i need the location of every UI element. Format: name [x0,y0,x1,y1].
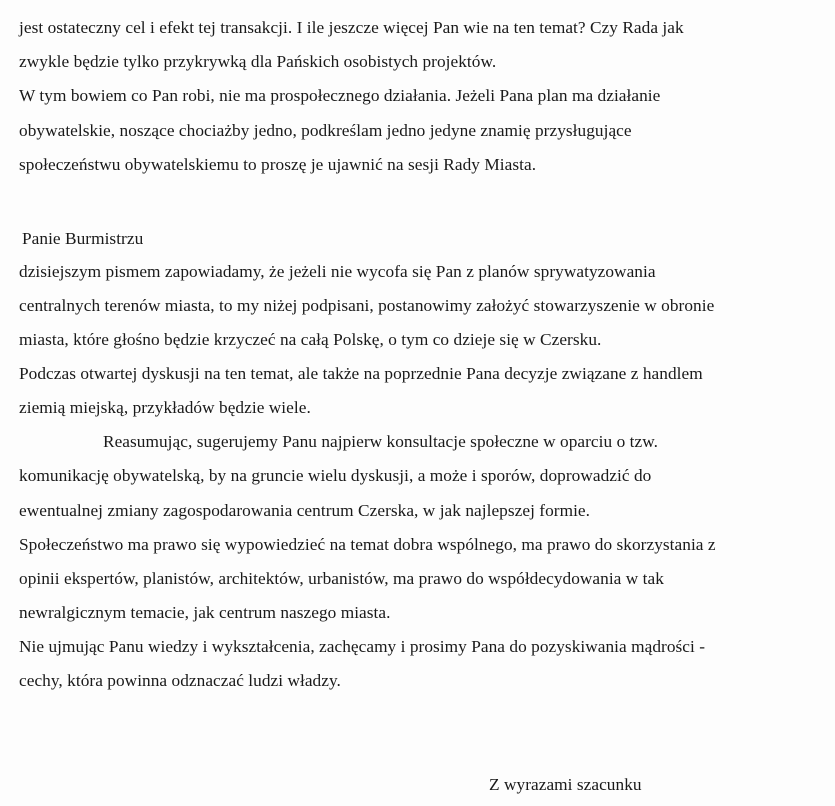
paragraph-5-line-2: komunikację obywatelską, by na gruncie wielu dyskusji, a może i sporów, doprowadzić do [19,466,652,485]
paragraph-2-line-3: społeczeństwu obywatelskiemu to proszę je ujawnić na sesji Rady Miasta. [19,155,537,174]
paragraph-4-line-1: Podczas otwartej dyskusji na ten temat, ale także na poprzednie Pana decyzje związane z handlem [19,364,703,383]
paragraph-3-line-2: centralnych terenów miasta, to my niżej podpisani, postanowimy założyć stowarzyszenie w obronie [19,296,715,315]
paragraph-1-line-2: zwykle będzie tylko przykrywką dla Pańskich osobistych projektów. [19,52,497,71]
paragraph-3-line-3: miasta, które głośno będzie krzyczeć na całą Polskę, o tym co dzieje się w Czersku. [19,330,602,349]
greeting-line: Panie Burmistrzu [22,229,144,248]
paragraph-6-line-3: newralgicznym temacie, jak centrum naszego miasta. [19,603,391,622]
paragraph-3-line-1: dzisiejszym pismem zapowiadamy, że jeżeli nie wycofa się Pan z planów sprywatyzowania [19,262,656,281]
closing-line: Z wyrazami szacunku [489,775,642,794]
paragraph-6-line-2: opinii ekspertów, planistów, architektów, urbanistów, ma prawo do współdecydowania w tak [19,569,664,588]
paragraph-7-line-2: cechy, która powinna odznaczać ludzi władzy. [19,671,341,690]
paragraph-2-line-1: W tym bowiem co Pan robi, nie ma prospołecznego działania. Jeżeli Pana plan ma działanie [19,86,661,105]
paragraph-6-line-1: Społeczeństwo ma prawo się wypowiedzieć na temat dobra wspólnego, ma prawo do skorzystania z [19,535,716,554]
paragraph-1-line-1: jest ostateczny cel i efekt tej transakcji. I ile jeszcze więcej Pan wie na ten temat? Czy Rada jak [19,18,684,37]
paragraph-4-line-2: ziemią miejską, przykładów będzie wiele. [19,398,311,417]
paragraph-7-line-1: Nie ujmując Panu wiedzy i wykształcenia, zachęcamy i prosimy Pana do pozyskiwania mądrości - [19,637,706,656]
paragraph-5-line-3: ewentualnej zmiany zagospodarowania centrum Czerska, w jak najlepszej formie. [19,501,591,520]
paragraph-2-line-2: obywatelskie, noszące chociażby jedno, podkreślam jedno jedyne znamię przysługujące [19,121,632,140]
paragraph-5-line-1: Reasumując, sugerujemy Panu najpierw konsultacje społeczne w oparciu o tzw. [103,432,658,451]
